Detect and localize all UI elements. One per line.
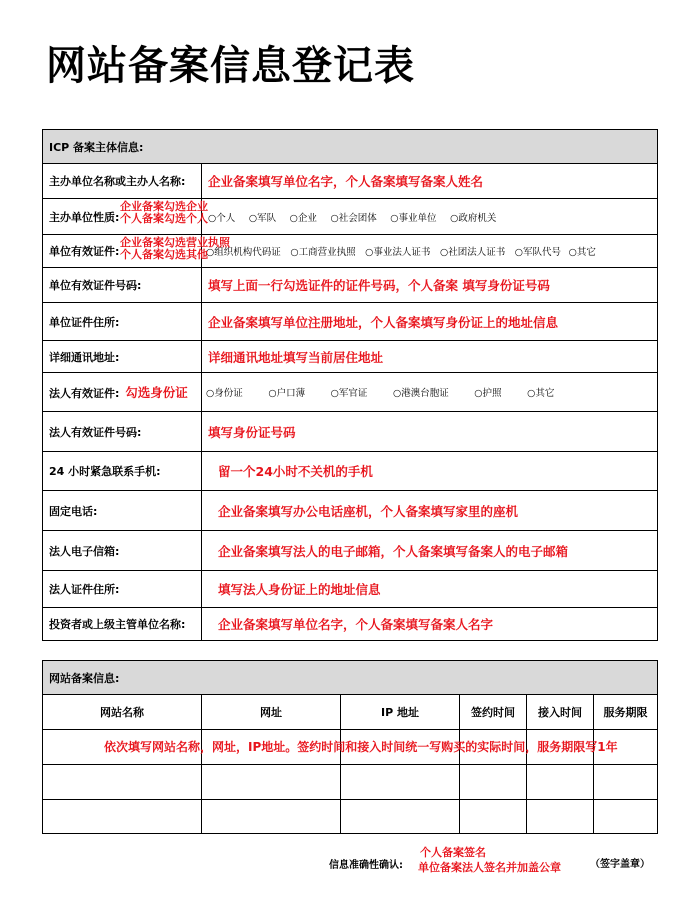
fill-hint: 填写法人身份证上的地址信息	[218, 582, 381, 597]
column-header: 服务期限	[594, 695, 658, 730]
radio-option[interactable]: ○ 事业单位	[390, 210, 436, 224]
accuracy-confirm-label: 信息准确性确认:	[329, 860, 403, 871]
hint-line: 企业备案勾选企业	[120, 200, 208, 213]
field-label: 单位证件住所:	[43, 303, 202, 341]
radio-option[interactable]: ○ 事业法人证书	[365, 244, 430, 258]
row-mail-address	[43, 341, 658, 373]
field-label: 单位有效证件号码:	[43, 268, 202, 303]
section-header-icp	[43, 130, 658, 164]
cert-address-field[interactable]	[202, 303, 658, 341]
radio-option[interactable]: ○ 身份证	[206, 385, 243, 399]
radio-option[interactable]: ○ 护照	[474, 385, 501, 399]
field-label-text: 主办单位性质:	[49, 210, 120, 224]
field-label: 投资者或上级主管单位名称:	[43, 608, 202, 641]
sponsor-name-field[interactable]	[202, 164, 658, 199]
field-label: 详细通讯地址:	[43, 341, 202, 373]
field-label: 法人电子信箱:	[43, 531, 202, 571]
hint-line: 单位备案法人签名并加盖公章	[418, 861, 561, 874]
row-phone	[43, 491, 658, 531]
radio-option[interactable]: ○ 其它	[569, 244, 596, 258]
field-label: 法人证件住所:	[43, 571, 202, 608]
field-label: 固定电话:	[43, 491, 202, 531]
hint-line: 个人备案勾选个人	[120, 212, 208, 225]
fill-hint: 留一个24小时不关机的手机	[218, 464, 373, 479]
fill-hint: 详细通讯地址填写当前居住地址	[208, 349, 384, 365]
investor-field[interactable]	[202, 608, 658, 641]
row-mobile	[43, 452, 658, 491]
fill-hint: 企业备案填写单位名字，个人备案填写备案人姓名	[208, 174, 484, 189]
website-fill-hint: 依次填写网站名称，网址，IP地址。签约时间和接入时间统一写购买的实际时间，服务期限写1年	[104, 740, 618, 754]
radio-option[interactable]: ○ 军队	[249, 210, 276, 224]
radio-option[interactable]: ○ 其它	[527, 385, 554, 399]
field-label: 主办单位名称或主办人名称:	[43, 164, 202, 199]
fill-hint: 填写身份证号码	[208, 424, 296, 440]
table-cell[interactable]	[341, 765, 460, 800]
field-label	[43, 373, 202, 412]
table-row	[43, 800, 658, 834]
fill-hint: 企业备案填写办公电话座机，个人备案填写家里的座机	[218, 503, 519, 519]
table-cell[interactable]	[43, 800, 202, 834]
row-investor	[43, 608, 658, 641]
row-sponsor-name	[43, 164, 658, 199]
table-cell[interactable]	[527, 800, 594, 834]
section-header-label: 网站备案信息:	[43, 661, 658, 695]
hint-line: 个人备案签名	[420, 846, 486, 859]
row-legal-cert-number	[43, 412, 658, 452]
section-header-label: ICP 备案主体信息:	[43, 130, 658, 164]
sponsor-cert-options	[202, 235, 658, 268]
column-header: 接入时间	[527, 695, 594, 730]
radio-option[interactable]: ○ 企业	[290, 210, 317, 224]
radio-option[interactable]: ○ 户口薄	[268, 385, 305, 399]
radio-option[interactable]: ○ 社会团体	[330, 210, 376, 224]
page-title: 网站备案信息登记表	[46, 43, 415, 89]
sponsor-cert-hint	[120, 237, 230, 261]
radio-option[interactable]: ○ 政府机关	[450, 210, 496, 224]
table-cell[interactable]	[594, 800, 658, 834]
section-header-website	[43, 661, 658, 695]
fill-hint: 勾选身份证	[125, 385, 188, 400]
fill-hint: 填写上面一行勾选证件的证件号码，个人备案 填写身份证号码	[208, 278, 550, 293]
radio-option[interactable]: ○ 工商营业执照	[290, 244, 355, 258]
email-field[interactable]	[202, 531, 658, 571]
sponsor-nature-options	[202, 199, 658, 235]
column-header: 网站名称	[43, 695, 202, 730]
table-cell[interactable]	[341, 800, 460, 834]
mail-address-field[interactable]	[202, 341, 658, 373]
hint-line: 个人备案勾选其他	[120, 248, 208, 261]
signature-seal-label: （签字盖章）	[590, 859, 650, 870]
table-cell[interactable]	[460, 765, 527, 800]
row-cert-address	[43, 303, 658, 341]
fill-hint: 企业备案填写单位注册地址，个人备案填写身份证上的地址信息	[208, 314, 559, 330]
field-label: 24 小时紧急联系手机:	[43, 452, 202, 491]
mobile-field[interactable]	[202, 452, 658, 491]
column-header: IP 地址	[341, 695, 460, 730]
legal-cert-number-field[interactable]	[202, 412, 658, 452]
radio-option[interactable]: ○ 军官证	[331, 385, 368, 399]
sponsor-nature-hint	[120, 201, 208, 225]
table-cell[interactable]	[460, 800, 527, 834]
table-header-row	[43, 695, 658, 730]
table-row	[43, 765, 658, 800]
column-header: 签约时间	[460, 695, 527, 730]
row-legal-cert	[43, 373, 658, 412]
row-cert-number	[43, 268, 658, 303]
radio-option[interactable]: ○ 个人	[208, 210, 235, 224]
radio-option[interactable]: ○ 社团法人证书	[440, 244, 505, 258]
fill-hint: 企业备案填写法人的电子邮箱，个人备案填写备案人的电子邮箱	[218, 543, 569, 559]
radio-option[interactable]: ○ 组织机构代码证	[206, 244, 281, 258]
table-cell[interactable]	[527, 765, 594, 800]
field-label-text: 法人有效证件:	[49, 387, 120, 400]
fill-hint: 企业备案填写单位名字，个人备案填写备案人名字	[218, 617, 494, 632]
row-legal-address	[43, 571, 658, 608]
table-cell[interactable]	[594, 765, 658, 800]
legal-cert-options	[202, 373, 658, 412]
signature-hint	[418, 845, 561, 875]
table-cell[interactable]	[202, 765, 341, 800]
field-label-text: 单位有效证件:	[49, 245, 120, 258]
table-cell[interactable]	[202, 800, 341, 834]
radio-option[interactable]: ○ 军队代号	[515, 244, 561, 258]
column-header: 网址	[202, 695, 341, 730]
row-email	[43, 531, 658, 571]
radio-option[interactable]: ○ 港澳台胞证	[393, 385, 449, 399]
table-cell[interactable]	[43, 765, 202, 800]
hint-line: 企业备案勾选营业执照	[120, 236, 230, 249]
phone-field[interactable]	[202, 491, 658, 531]
cert-number-field[interactable]	[202, 268, 658, 303]
legal-address-field[interactable]	[202, 571, 658, 608]
field-label: 法人有效证件号码:	[43, 412, 202, 452]
